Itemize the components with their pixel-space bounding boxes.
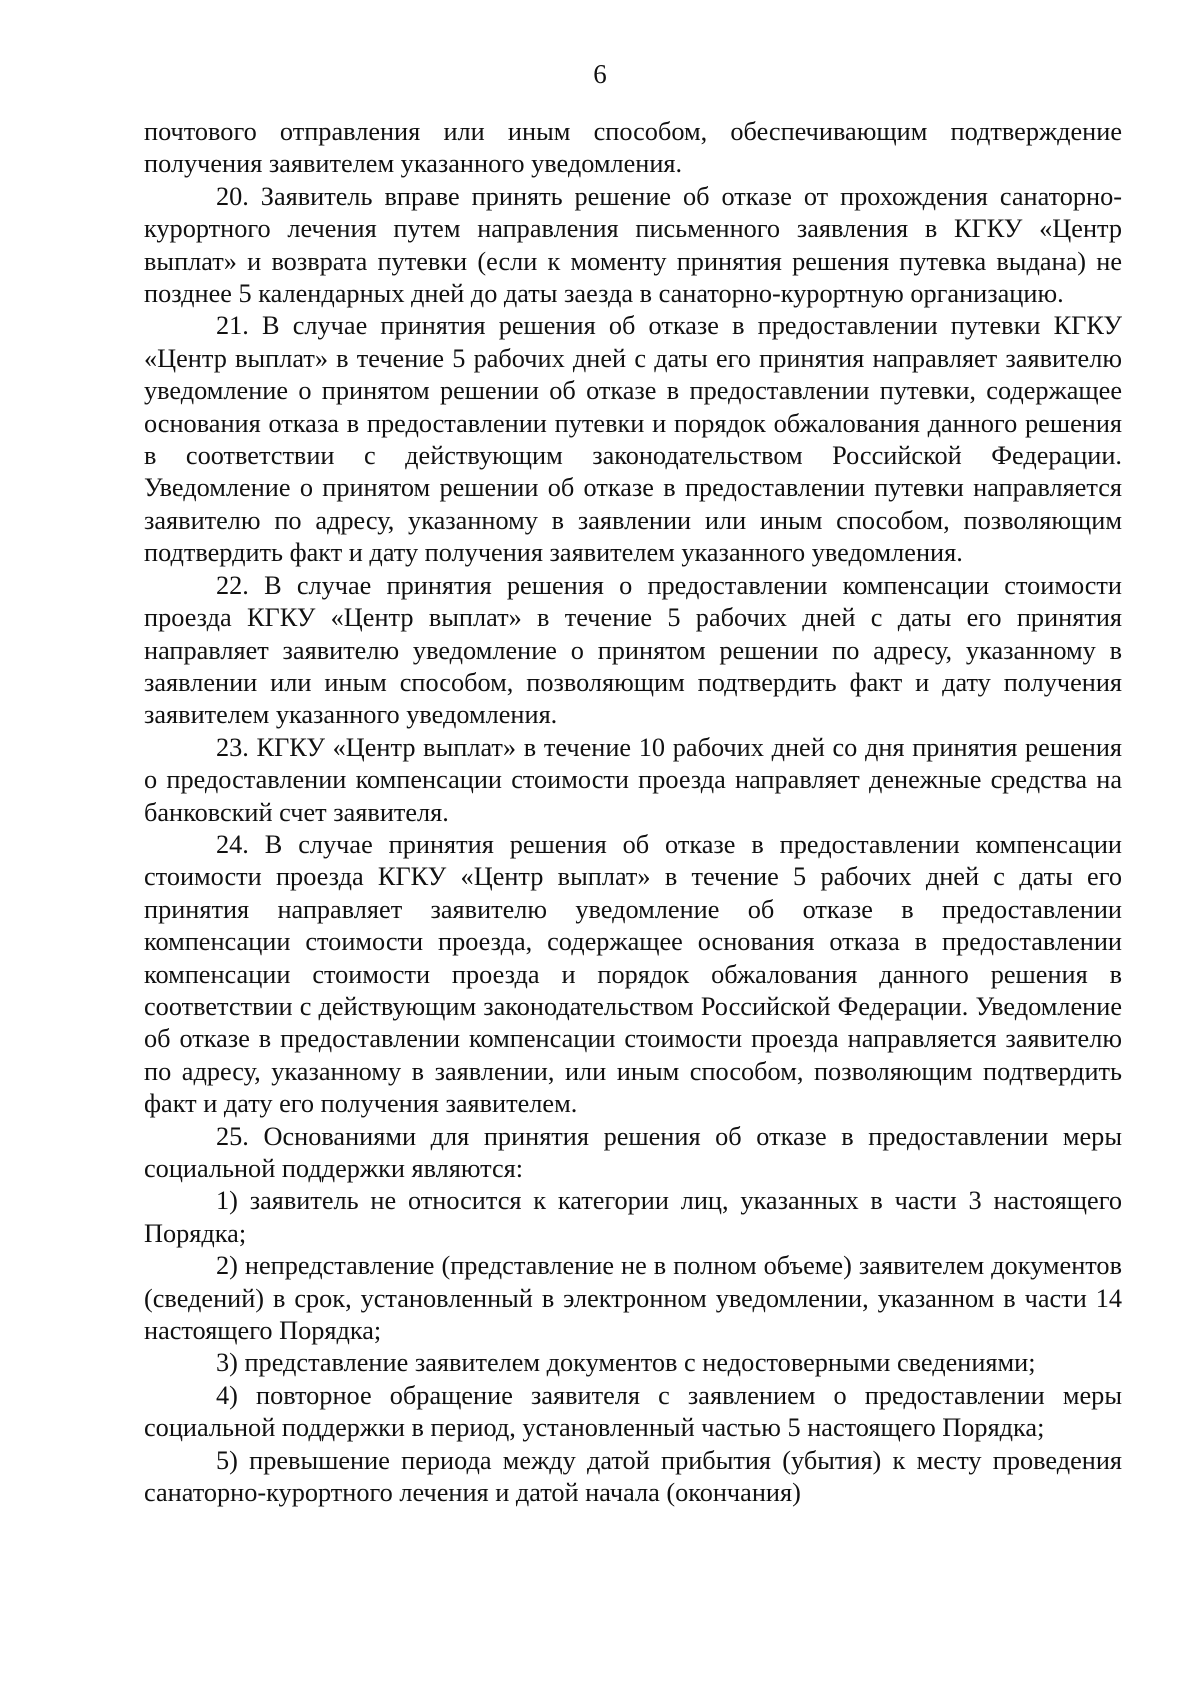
paragraph-item-20: 20. Заявитель вправе принять решение об отказе от прохождения санаторно-курортного лечения путем направления письменного заявления в КГКУ «Центр выплат» и возврата путевки (если к моменту принятия решения путевка выдана) не позднее 5 календарных дней до даты заезда в санаторно-курортную организацию. [144,181,1122,309]
list-item-3: 3) представление заявителем документов с недостоверными сведениями; [216,1348,1036,1378]
list-item-4: 4) повторное обращение заявителя с заявлением о предоставлении меры социальной поддержки в период, установленный частью 5 настоящего Порядка; [144,1380,1122,1443]
paragraph-item-22: 22. В случае принятия решения о предоставлении компенсации стоимости проезда КГКУ «Центр выплат» в течение 5 рабочих дней с даты его принятия направляет заявителю уведомление о принятом решении по адресу, указанному в заявлении или иным способом, позволяющим подтвердить факт и дату получения заявителем указанного уведомления. [144,570,1122,730]
paragraph-item-24: 24. В случае принятия решения об отказе в предоставлении компенсации стоимости проезда КГКУ «Центр выплат» в течение 5 рабочих дней с даты его принятия направляет заявителю уведомление об отказе в предоставлении компенсации стоимости проезда, содержащее основания отказа в предоставлении компенсации стоимости проезда и порядок обжалования данного решения в соответствии с действующим законодательством Российской Федерации. Уведомление об отказе в предоставлении компенсации стоимости проезда направляется заявителю по адресу, указанному в заявлении, или иным способом, позволяющим подтвердить факт и дату его получения заявителем. [144,829,1122,1119]
paragraph-item-25: 25. Основаниями для принятия решения об отказе в предоставлении меры социальной поддержки являются: [144,1121,1122,1183]
page-number: 6 [593,59,607,89]
paragraph-item-23: 23. КГКУ «Центр выплат» в течение 10 рабочих дней со дня принятия решения о предоставлении компенсации стоимости проезда направляет денежные средства на банковский счет заявителя. [144,732,1122,827]
paragraph-continuation: почтового отправления или иным способом, обеспечивающим подтверждение получения заявителем указанного уведомления. [144,117,1122,179]
paragraph-item-21: 21. В случае принятия решения об отказе в предоставлении путевки КГКУ «Центр выплат» в течение 5 рабочих дней с даты его принятия направляет заявителю уведомление о принятом решении об отказе в предоставлении путевки, содержащее основания отказа в предоставлении путевки и порядок обжалования данного решения в соответствии с действующим законодательством Российской Федерации. Уведомление о принятом решении об отказе в предоставлении путевки направляется заявителю по адресу, указанному в заявлении или иным способом, позволяющим подтвердить факт и дату получения заявителем указанного уведомления. [144,311,1122,568]
document-body [144,116,1122,1509]
list-item-2: 2) непредставление (представление не в полном объеме) заявителем документов (сведений) в срок, установленный в электронном уведомлении, указанном в части 14 настоящего Порядка; [144,1251,1122,1346]
list-item-5: 5) превышение периода между датой прибытия (убытия) к месту проведения санаторно-курортного лечения и датой начала (окончания) [144,1445,1122,1508]
list-item-1: 1) заявитель не относится к категории лиц, указанных в части 3 настоящего Порядка; [144,1186,1122,1248]
